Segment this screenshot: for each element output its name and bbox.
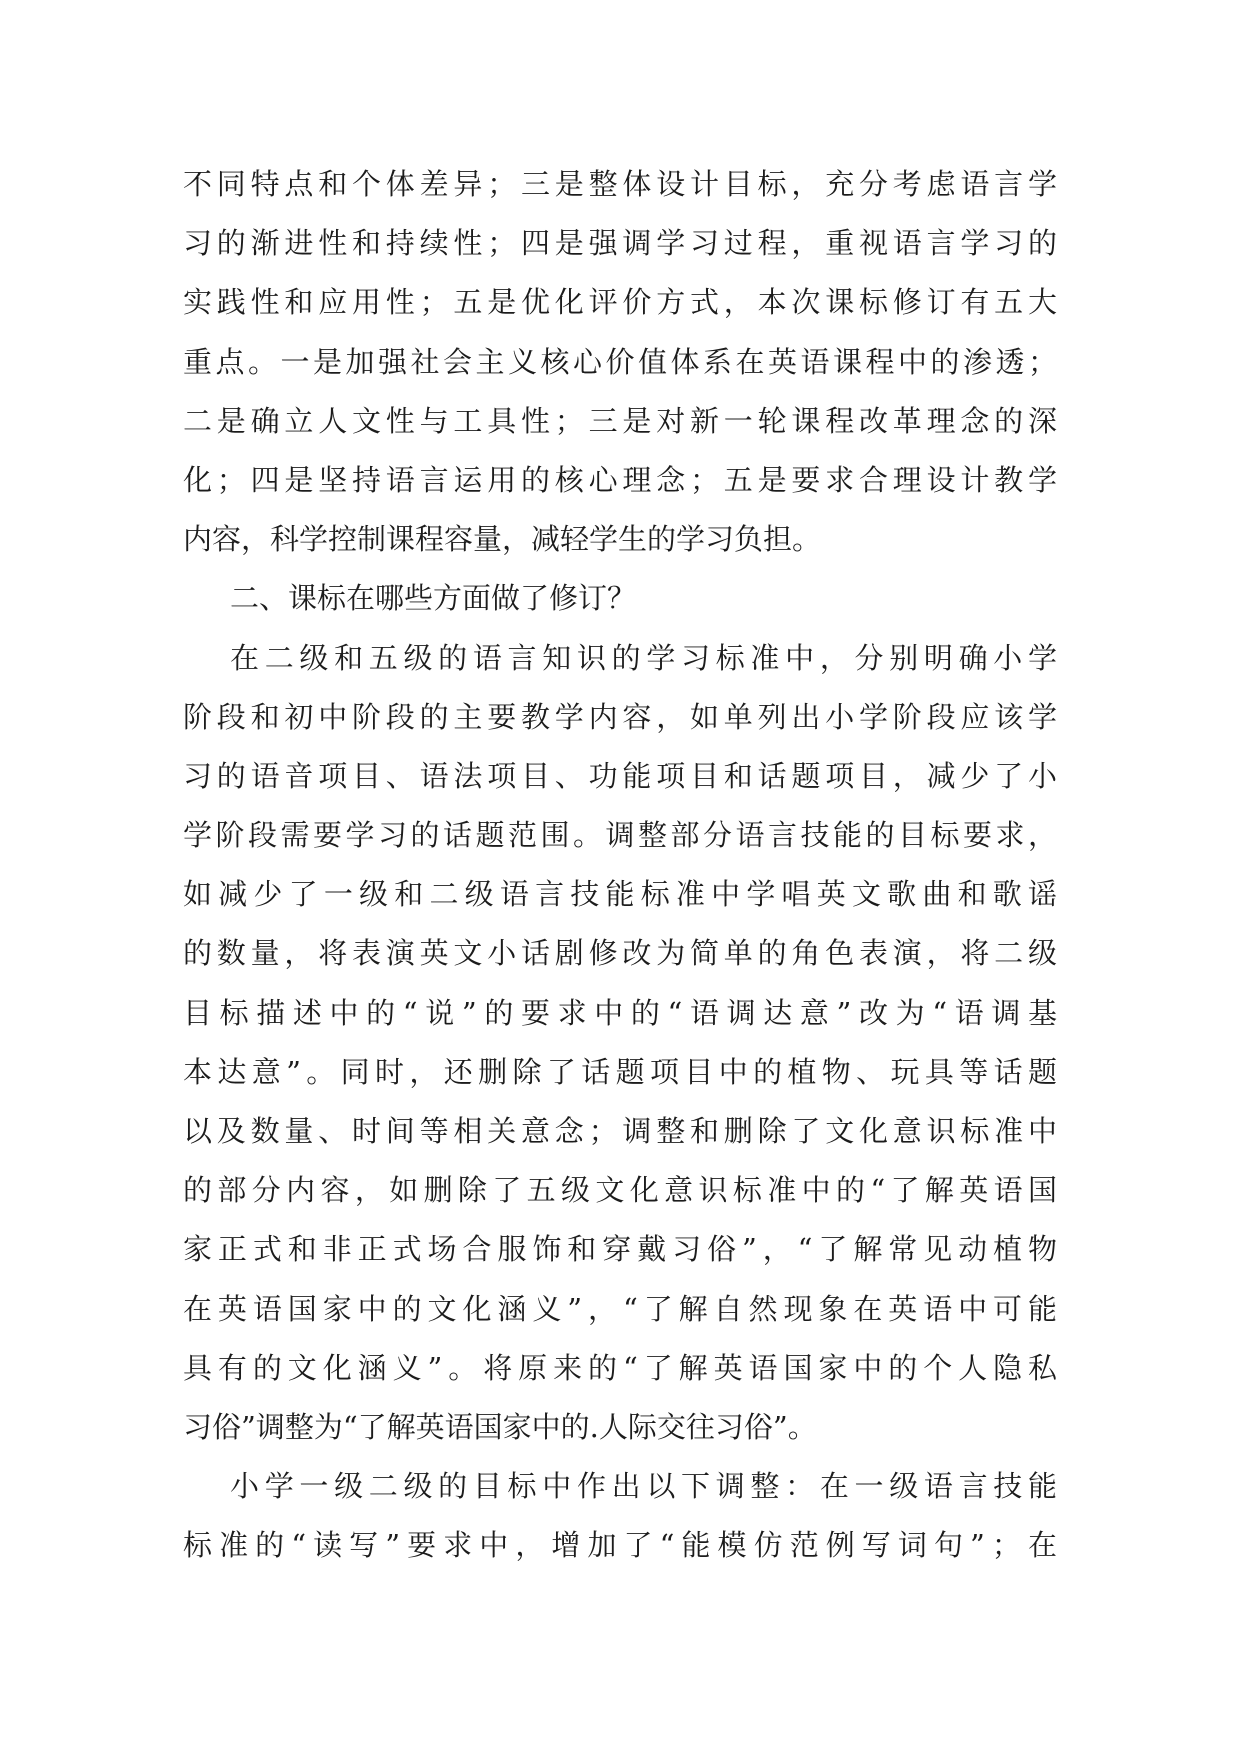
text-line [183, 1043, 1063, 1102]
text-line [183, 155, 1062, 214]
text-line-content: 家正式和非正式场合服饰和穿戴习俗”，“了解常见动植物 [183, 1232, 1063, 1267]
text-line [183, 510, 1057, 569]
text-line-content: 重点。一是加强社会主义核心价值体系在英语课程中的渗透； [183, 344, 1061, 379]
text-line [183, 1102, 1062, 1161]
text-line [183, 1220, 1063, 1279]
text-line [230, 1457, 1063, 1516]
text-line-content: 在二级和五级的语言知识的学习标准中，分别明确小学 [230, 640, 1063, 675]
text-line [183, 688, 1062, 747]
text-line-content: 具有的文化涵义”。将原来的“了解英语国家中的个人隐私 [183, 1350, 1063, 1385]
body-text [183, 155, 1065, 1576]
text-line [183, 984, 1065, 1043]
section-heading [183, 569, 1057, 628]
text-line-content: 化；四是坚持语言运用的核心理念；五是要求合理设计教学 [183, 462, 1062, 497]
text-line-content: 不同特点和个体差异；三是整体设计目标，充分考虑语言学 [183, 167, 1062, 201]
text-line [183, 747, 1062, 806]
text-line [183, 333, 1061, 392]
text-line [183, 451, 1062, 510]
text-line-content: 本达意”。同时，还删除了话题项目中的植物、玩具等话题 [183, 1054, 1063, 1089]
text-line [183, 1161, 1063, 1220]
text-line [183, 1280, 1063, 1339]
text-line-content: 习俗”调整为“了解英语国家中的.人际交往习俗”。 [183, 1409, 817, 1444]
heading-line [230, 569, 1057, 628]
heading-text: 二、课标在哪些方面做了修订？ [230, 581, 637, 616]
text-line [183, 1339, 1063, 1398]
text-line [230, 629, 1063, 688]
text-line [183, 924, 1062, 983]
text-line-content: 习的渐进性和持续性；四是强调学习过程，重视语言学习的 [183, 226, 1062, 261]
text-line [183, 1516, 1065, 1575]
text-line [183, 214, 1062, 273]
paragraph [183, 629, 1065, 1458]
text-line [183, 273, 1062, 332]
text-line-content: 在英语国家中的文化涵义”，“了解自然现象在英语中可能 [183, 1291, 1063, 1326]
text-line-content: 如减少了一级和二级语言技能标准中学唱英文歌曲和歌谣 [183, 877, 1064, 912]
text-line [183, 1398, 1057, 1457]
text-line-content: 以及数量、时间等相关意念；调整和删除了文化意识标准中 [183, 1114, 1062, 1148]
paragraph [183, 155, 1062, 569]
text-line-content: 习的语音项目、语法项目、功能项目和话题项目，减少了小 [183, 758, 1062, 793]
text-line-content: 的数量，将表演英文小话剧修改为简单的角色表演，将二级 [183, 936, 1062, 971]
text-line-content: 内容，科学控制课程容量，减轻学生的学习负担。 [183, 522, 822, 557]
text-line-content: 的部分内容，如删除了五级文化意识标准中的“了解英语国 [183, 1173, 1063, 1208]
text-line-content: 实践性和应用性；五是优化评价方式，本次课标修订有五大 [183, 285, 1062, 320]
text-line [183, 392, 1062, 451]
text-line-content: 小学一级二级的目标中作出以下调整：在一级语言技能 [230, 1469, 1063, 1504]
text-line-content: 学阶段需要学习的话题范围。调整部分语言技能的目标要求， [183, 818, 1061, 853]
text-line-content: 阶段和初中阶段的主要教学内容，如单列出小学阶段应该学 [183, 699, 1062, 734]
text-line-content: 目标描述中的“说”的要求中的“语调达意”改为“语调基 [183, 995, 1065, 1030]
text-line [183, 865, 1064, 924]
paragraph [183, 1457, 1065, 1575]
text-line-content: 二是确立人文性与工具性；三是对新一轮课程改革理念的深 [183, 403, 1062, 438]
text-line [183, 806, 1061, 865]
text-line-content: 标准的“读写”要求中，增加了“能模仿范例写词句”；在 [183, 1528, 1065, 1563]
